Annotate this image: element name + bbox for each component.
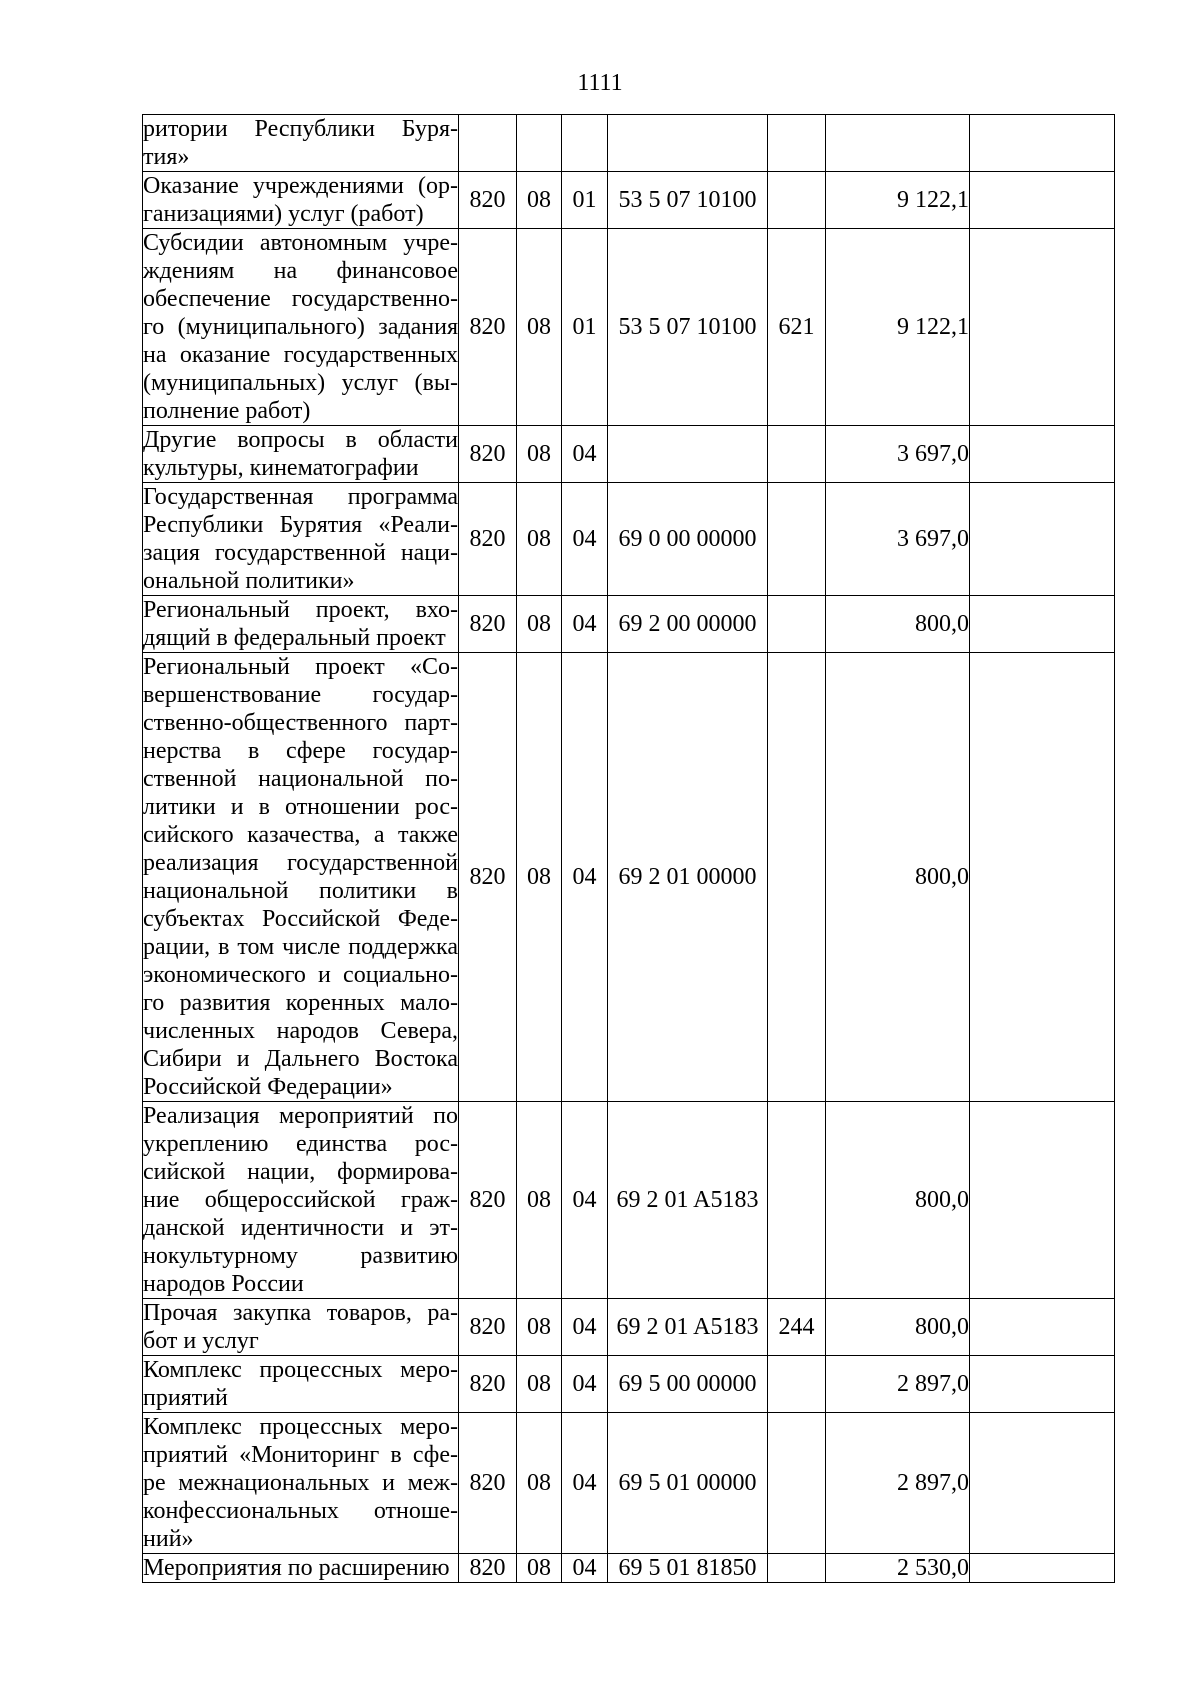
admin-code-cell: 820 [459,1413,517,1554]
description-line: ганизациями) услуг (работ) [143,201,424,227]
expense-type-cell: 244 [768,1299,826,1356]
expense-type-cell [768,1356,826,1413]
description-line: ний» [143,1526,194,1552]
description-line: Сибири и Дальнего Востока [143,1046,458,1072]
table-row [143,229,1115,426]
subsection-code-cell: 01 [562,229,608,426]
description-line: реализация государственной [143,850,458,876]
description-line: культуры, кинематографии [143,455,419,481]
subsection-code-cell: 01 [562,172,608,229]
table-row [143,1356,1115,1413]
table-row [143,1554,1115,1583]
section-code-cell: 08 [517,229,562,426]
description-line: зация государственной наци- [143,540,458,566]
description-line: Реализация мероприятий по [143,1103,458,1129]
row-description [143,1299,459,1356]
expense-type-cell [768,115,826,172]
target-article-cell: 69 2 01 A5183 [608,1299,768,1356]
target-article-cell: 69 5 00 00000 [608,1356,768,1413]
description-line: численных народов Севера, [143,1018,458,1044]
description-line: нокультурному развитию [143,1243,458,1269]
admin-code-cell: 820 [459,1299,517,1356]
section-code-cell: 08 [517,653,562,1102]
admin-code-cell: 820 [459,1356,517,1413]
admin-code-cell: 820 [459,596,517,653]
extra-cell [970,1554,1115,1583]
amount-cell: 2 530,0 [826,1554,970,1583]
description-line: ственно-общественного парт- [143,710,458,736]
row-description [143,229,459,426]
admin-code-cell [459,115,517,172]
section-code-cell: 08 [517,1413,562,1554]
description-line: нерства в сфере государ- [143,738,458,764]
description-line: ональной политики» [143,568,355,594]
extra-cell [970,1102,1115,1299]
description-line: на оказание государственных [143,342,458,368]
table-row [143,172,1115,229]
section-code-cell: 08 [517,596,562,653]
subsection-code-cell: 04 [562,596,608,653]
expense-type-cell: 621 [768,229,826,426]
section-code-cell: 08 [517,1102,562,1299]
target-article-cell: 69 5 01 00000 [608,1413,768,1554]
extra-cell [970,172,1115,229]
description-line: приятий «Мониторинг в сфе- [143,1442,458,1468]
amount-cell: 9 122,1 [826,229,970,426]
section-code-cell: 08 [517,1299,562,1356]
description-line: сийской нации, формирова- [143,1159,458,1185]
expense-type-cell [768,172,826,229]
amount-cell: 2 897,0 [826,1413,970,1554]
description-line: ждениям на финансовое [143,258,458,284]
row-description [143,115,459,172]
expense-type-cell [768,1102,826,1299]
description-line: укреплению единства рос- [143,1131,458,1157]
row-description [143,596,459,653]
description-line: вершенствование государ- [143,682,458,708]
budget-table-body [143,115,1115,1583]
description-line: тия» [143,144,190,170]
section-code-cell: 08 [517,1356,562,1413]
amount-cell: 800,0 [826,1299,970,1356]
extra-cell [970,596,1115,653]
amount-cell: 3 697,0 [826,483,970,596]
section-code-cell: 08 [517,483,562,596]
budget-table [142,114,1115,1583]
row-description [143,172,459,229]
description-line: (муниципальных) услуг (вы- [143,370,458,396]
target-article-cell: 69 0 00 00000 [608,483,768,596]
subsection-code-cell: 04 [562,1413,608,1554]
section-code-cell: 08 [517,172,562,229]
row-description [143,1356,459,1413]
subsection-code-cell: 04 [562,1299,608,1356]
target-article-cell: 53 5 07 10100 [608,229,768,426]
expense-type-cell [768,1413,826,1554]
description-line: Мероприятия по расширению [143,1555,450,1581]
description-line: Комплекс процессных меро- [143,1414,458,1440]
description-line: Российской Федерации» [143,1074,393,1100]
description-line: Региональный проект «Со- [143,654,458,680]
description-line: ние общероссийской граж- [143,1187,458,1213]
amount-cell: 9 122,1 [826,172,970,229]
subsection-code-cell: 04 [562,653,608,1102]
target-article-cell: 69 5 01 81850 [608,1554,768,1583]
description-line: го (муниципального) задания [143,314,458,340]
amount-cell: 800,0 [826,653,970,1102]
extra-cell [970,1299,1115,1356]
description-line: Прочая закупка товаров, ра- [143,1300,458,1326]
table-row [143,1413,1115,1554]
target-article-cell: 69 2 01 A5183 [608,1102,768,1299]
admin-code-cell: 820 [459,653,517,1102]
subsection-code-cell: 04 [562,1356,608,1413]
description-line: Оказание учреждениями (ор- [143,173,458,199]
amount-cell: 800,0 [826,596,970,653]
description-line: Субсидии автономным учре- [143,230,458,256]
description-line: конфессиональных отноше- [143,1498,458,1524]
amount-cell: 2 897,0 [826,1356,970,1413]
admin-code-cell: 820 [459,1554,517,1583]
table-row [143,115,1115,172]
extra-cell [970,483,1115,596]
target-article-cell [608,115,768,172]
target-article-cell: 69 2 00 00000 [608,596,768,653]
table-row [143,1102,1115,1299]
description-line: сийского казачества, а также [143,822,458,848]
description-line: обеспечение государственно- [143,286,458,312]
table-row [143,1299,1115,1356]
expense-type-cell [768,653,826,1102]
admin-code-cell: 820 [459,172,517,229]
description-line: данской идентичности и эт- [143,1215,458,1241]
amount-cell [826,115,970,172]
admin-code-cell: 820 [459,483,517,596]
target-article-cell: 53 5 07 10100 [608,172,768,229]
admin-code-cell: 820 [459,426,517,483]
description-line: дящий в федеральный проект [143,625,446,651]
expense-type-cell [768,426,826,483]
table-row [143,653,1115,1102]
table-row [143,426,1115,483]
description-line: народов России [143,1271,304,1297]
admin-code-cell: 820 [459,229,517,426]
section-code-cell: 08 [517,426,562,483]
description-line: Комплекс процессных меро- [143,1357,458,1383]
description-line: ритории Республики Буря- [143,116,458,142]
extra-cell [970,426,1115,483]
description-line: полнение работ) [143,398,311,424]
extra-cell [970,115,1115,172]
extra-cell [970,1413,1115,1554]
table-row [143,596,1115,653]
description-line: Республики Бурятия «Реали- [143,512,458,538]
description-line: ре межнациональных и меж- [143,1470,458,1496]
expense-type-cell [768,596,826,653]
target-article-cell [608,426,768,483]
description-line: литики и в отношении рос- [143,794,458,820]
table-row [143,483,1115,596]
subsection-code-cell: 04 [562,426,608,483]
description-line: ственной национальной по- [143,766,458,792]
description-line: субъектах Российской Феде- [143,906,458,932]
description-line: Региональный проект, вхо- [143,597,458,623]
description-line: рации, в том числе поддержка [143,934,458,960]
row-description [143,1413,459,1554]
description-line: приятий [143,1385,228,1411]
subsection-code-cell [562,115,608,172]
row-description [143,1554,459,1583]
extra-cell [970,229,1115,426]
description-line: национальной политики в [143,878,458,904]
expense-type-cell [768,483,826,596]
target-article-cell: 69 2 01 00000 [608,653,768,1102]
description-line: Государственная программа [143,484,458,510]
expense-type-cell [768,1554,826,1583]
row-description [143,426,459,483]
page-number: 1111 [577,70,623,96]
row-description [143,483,459,596]
section-code-cell: 08 [517,1554,562,1583]
subsection-code-cell: 04 [562,1554,608,1583]
description-line: го развития коренных мало- [143,990,458,1016]
extra-cell [970,653,1115,1102]
row-description [143,653,459,1102]
description-line: экономического и социально- [143,962,458,988]
admin-code-cell: 820 [459,1102,517,1299]
extra-cell [970,1356,1115,1413]
amount-cell: 3 697,0 [826,426,970,483]
subsection-code-cell: 04 [562,483,608,596]
description-line: Другие вопросы в области [143,427,458,453]
row-description [143,1102,459,1299]
subsection-code-cell: 04 [562,1102,608,1299]
description-line: бот и услуг [143,1328,259,1354]
section-code-cell [517,115,562,172]
amount-cell: 800,0 [826,1102,970,1299]
